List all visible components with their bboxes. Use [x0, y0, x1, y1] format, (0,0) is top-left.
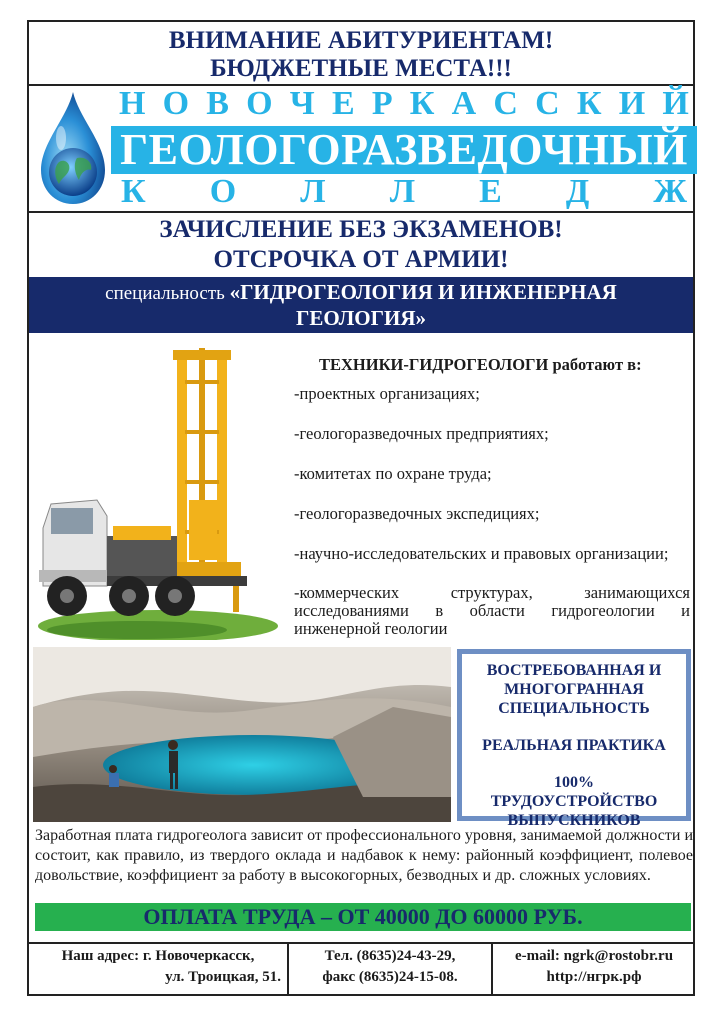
- contact-block: [497, 946, 691, 996]
- logo-letter: И: [618, 85, 646, 122]
- highlight-line: 100%: [554, 774, 594, 791]
- list-item: -геологоразведочных предприятиях;: [294, 424, 549, 443]
- address-block: [35, 946, 281, 996]
- logo-letter: Ч: [289, 85, 315, 122]
- divider: [29, 942, 693, 944]
- address-line-2: ул. Троицкая, 51.: [165, 969, 281, 985]
- works-title: [319, 355, 642, 375]
- logo-top-word: [119, 86, 689, 122]
- logo-letter: Д: [565, 173, 590, 210]
- logo-letter: Й: [662, 85, 689, 122]
- works-title-rest: работают в:: [548, 355, 642, 374]
- highlight-line: МНОГОГРАННАЯ: [504, 681, 644, 698]
- logo-main-word: ГЕОЛОГОРАЗВЕДОЧНЫЙ: [111, 126, 697, 174]
- highlights-box: [457, 649, 691, 829]
- highlight-line: ВЫПУСКНИКОВ: [507, 812, 641, 829]
- logo-bottom-word: [121, 174, 687, 210]
- logo-letter: Н: [119, 85, 146, 122]
- list-item: -научно-исследовательских и правовых организации;: [294, 544, 669, 563]
- logo-letter: О: [246, 85, 273, 122]
- works-title-bold: ТЕХНИКИ-ГИДРОГЕОЛОГИ: [319, 355, 549, 374]
- specialty-name-1: «ГИДРОГЕОЛОГИЯ И ИНЖЕНЕРНАЯ: [229, 280, 617, 304]
- divider: [29, 211, 693, 213]
- pay-banner: ОПЛАТА ТРУДА – ОТ 40000 ДО 60000 РУБ.: [35, 903, 691, 931]
- logo-letter: А: [451, 85, 477, 122]
- list-item: -геологоразведочных экспедициях;: [294, 504, 540, 523]
- highlight-line: СПЕЦИАЛЬНОСТЬ: [498, 700, 650, 717]
- promo-line-1: ЗАЧИСЛЕНИЕ БЕЗ ЭКЗАМЕНОВ!: [159, 216, 563, 243]
- logo-letter: Е: [331, 85, 355, 122]
- logo-letter: К: [576, 85, 602, 122]
- divider: [287, 944, 289, 996]
- phone-line: Тел. (8635)24-43-29,: [324, 948, 456, 964]
- address-line-1: Наш адрес: г. Новочеркасск,: [61, 948, 255, 964]
- highlight-line: ВОСТРЕБОВАННАЯ И: [486, 662, 662, 679]
- logo-letter: О: [162, 85, 190, 122]
- logo-letter: К: [409, 85, 435, 122]
- specialty-name-2: ГЕОЛОГИЯ»: [296, 306, 426, 330]
- list-item: -проектных организациях;: [294, 384, 480, 403]
- drilling-rig-truck-image: [37, 340, 279, 640]
- highlight-line: ТРУДОУСТРОЙСТВО: [490, 793, 658, 810]
- logo-letter: Л: [389, 173, 416, 210]
- logo-letter: К: [121, 173, 146, 210]
- fax-line: факс (8635)24-15-08.: [322, 969, 458, 985]
- flyer-frame: [27, 20, 695, 996]
- salary-paragraph: Заработная плата гидрогеолога зависит от профессионального уровня, занимаемой должности и состоит, как правило, из твердого оклада и надбавок к нему: районный коэффициент, полевое довольствие, коэффициент за работу в высокогорных, безводных и др. сложных условиях.: [35, 827, 693, 884]
- phone-block: [293, 946, 487, 996]
- cave-lake-image: [33, 647, 451, 822]
- logo-letter: С: [493, 85, 518, 122]
- logo-letter: Ж: [653, 173, 687, 210]
- list-item: -комитетах по охране труда;: [294, 464, 492, 483]
- list-item: -коммерческих структурах, занимающихся исследованиями в области гидрогеологии и инженерной геологии: [294, 583, 690, 638]
- logo-letter: Р: [371, 85, 393, 122]
- website-link[interactable]: http://нгрк.рф: [546, 969, 642, 985]
- specialty-banner: [29, 277, 693, 333]
- logo-letter: В: [206, 85, 229, 122]
- water-drop-globe-icon: [33, 88, 113, 208]
- email-link[interactable]: e-mail: ngrk@rostobr.ru: [514, 948, 674, 964]
- highlight-line: РЕАЛЬНАЯ ПРАКТИКА: [482, 737, 666, 754]
- specialty-prefix: специальность: [105, 283, 230, 304]
- header-line-2: БЮДЖЕТНЫЕ МЕСТА!!!: [210, 55, 512, 82]
- works-list: [294, 384, 690, 638]
- divider: [491, 944, 493, 996]
- logo-letter: С: [535, 85, 560, 122]
- logo-letter: Л: [300, 173, 326, 210]
- promo-line-2: ОТСРОЧКА ОТ АРМИИ!: [213, 246, 509, 273]
- header-line-1: ВНИМАНИЕ АБИТУРИЕНТАМ!: [168, 27, 554, 54]
- logo-letter: Е: [479, 173, 502, 210]
- logo-letter: О: [209, 173, 237, 210]
